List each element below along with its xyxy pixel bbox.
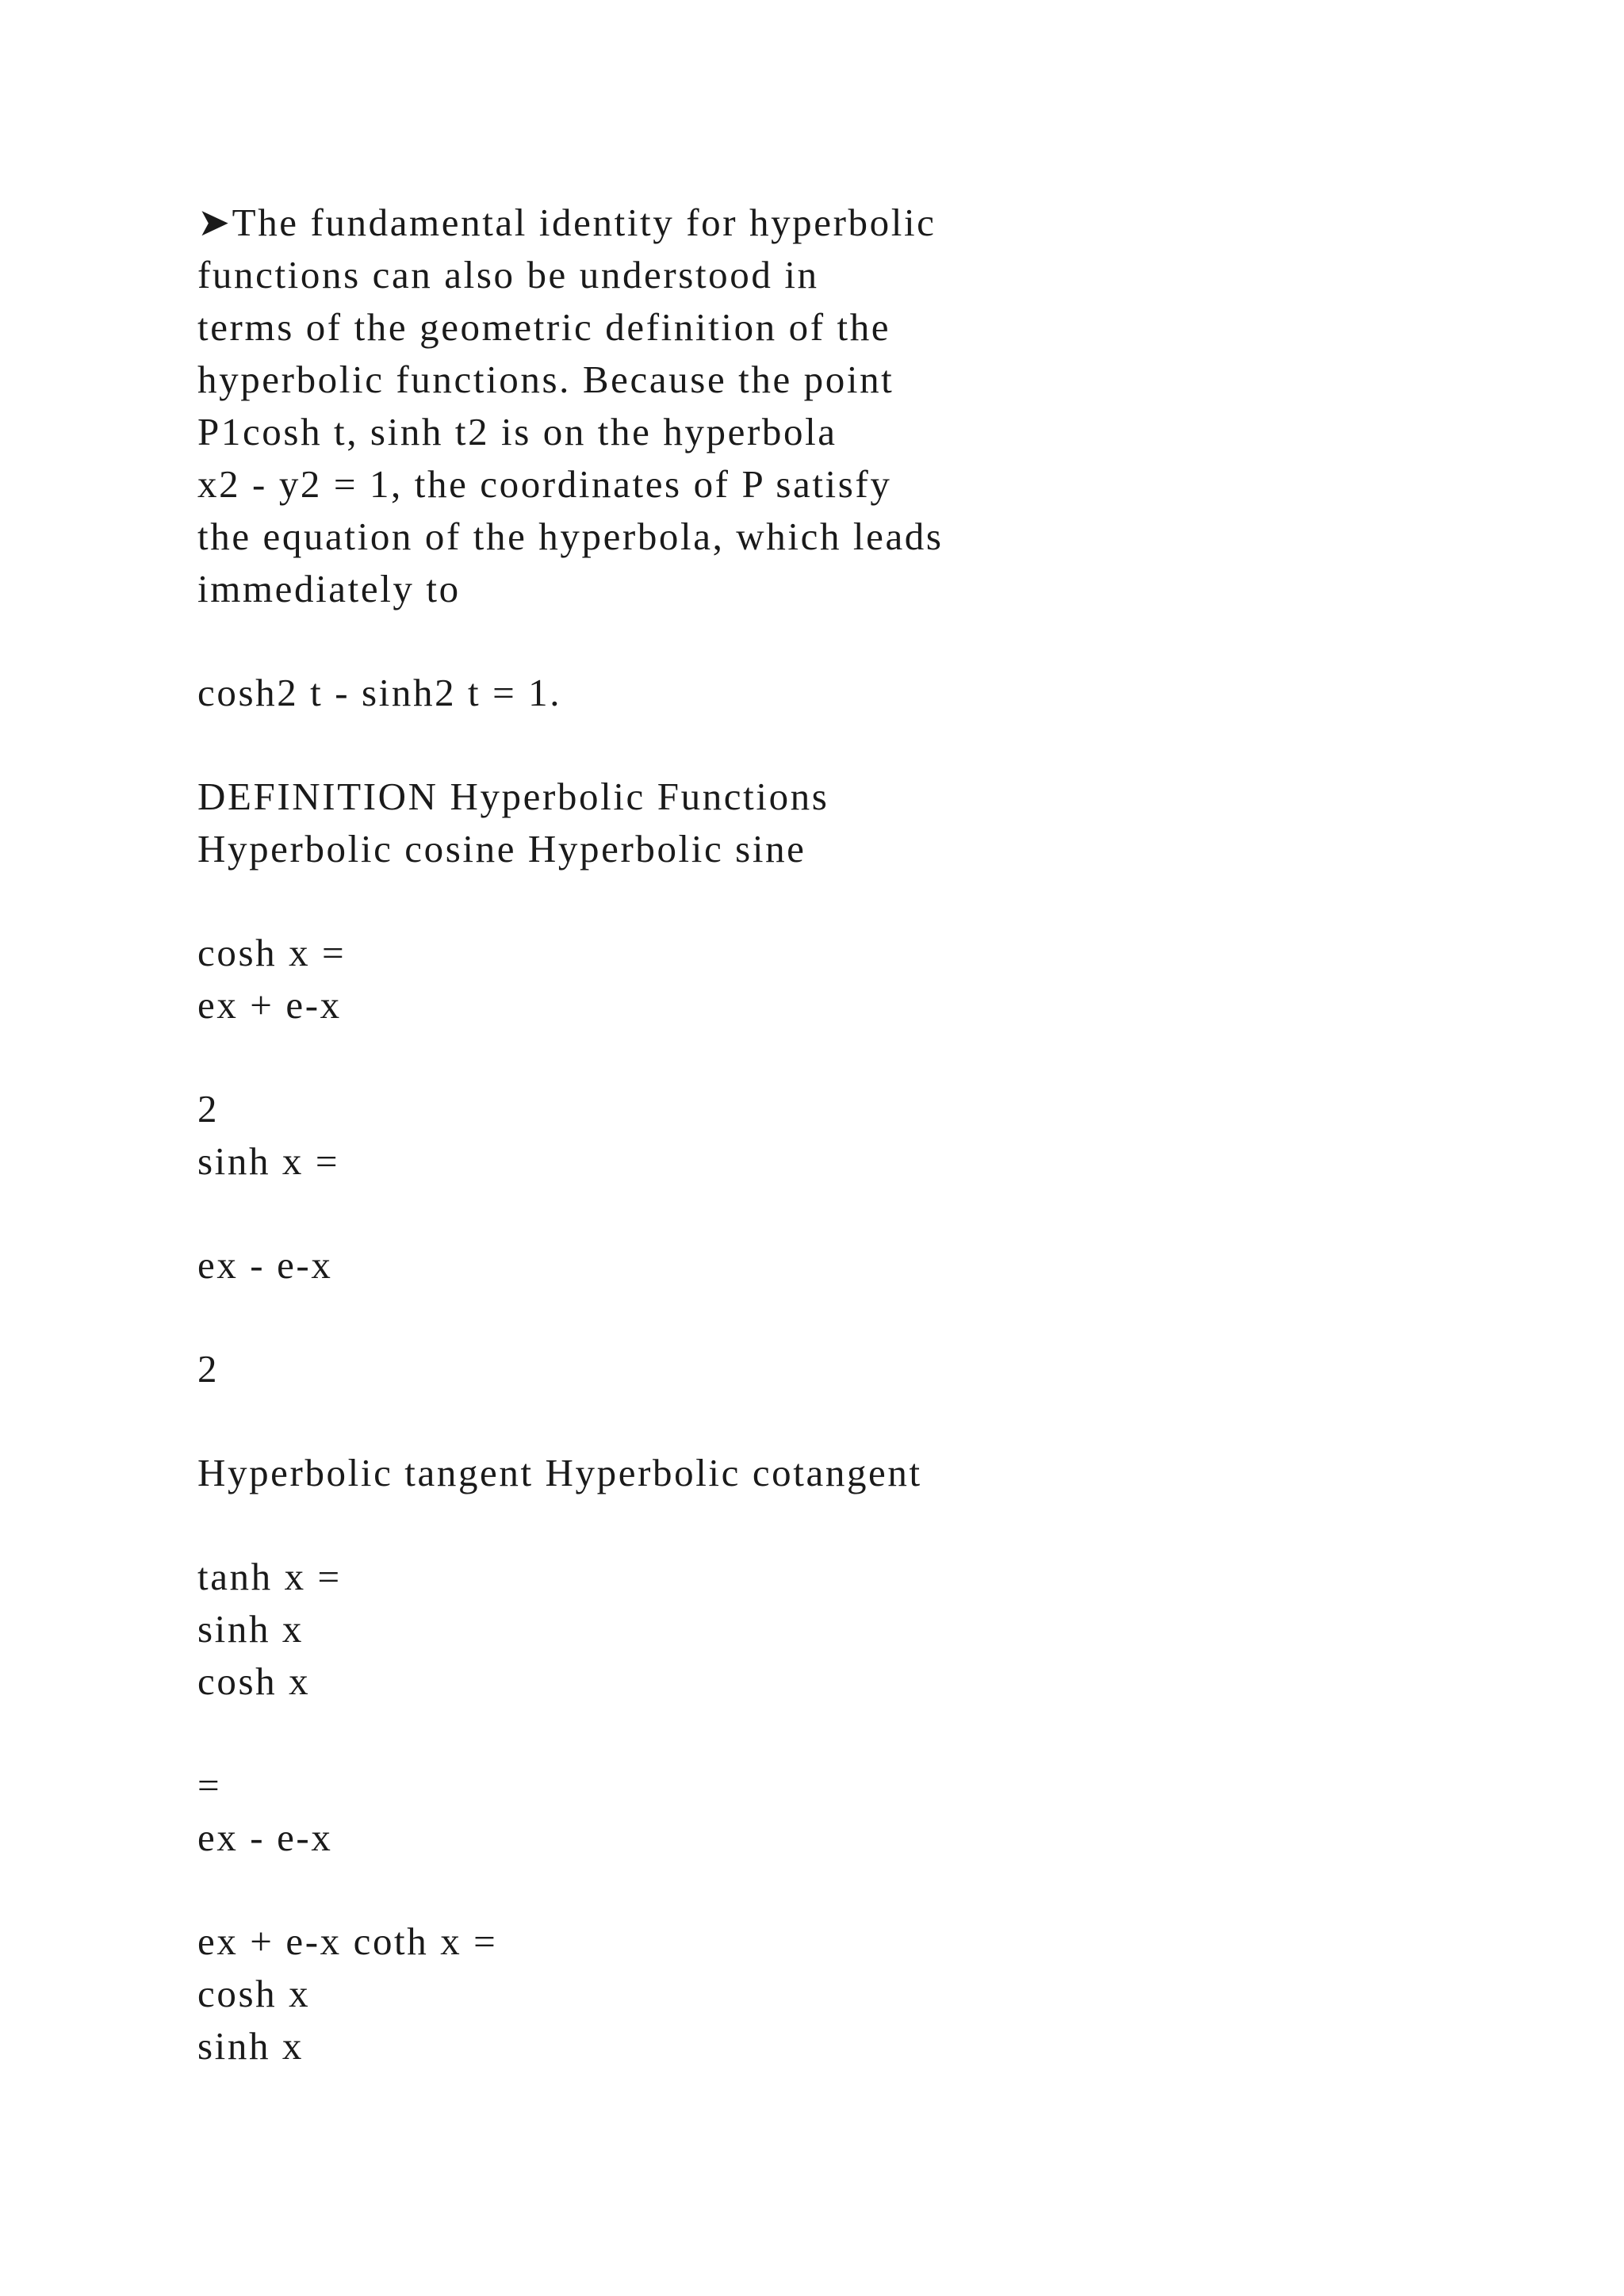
definition-subheading: Hyperbolic cosine Hyperbolic sine xyxy=(197,827,806,871)
cosh-numerator: ex + e-x xyxy=(197,983,342,1027)
identity-equation: cosh2 t - sinh2 t = 1. xyxy=(197,671,562,714)
paragraph-line-4: hyperbolic functions. Because the point xyxy=(197,358,894,401)
sinh-lhs: sinh x = xyxy=(197,1139,340,1183)
tanh-lhs: tanh x = xyxy=(197,1555,342,1598)
paragraph-line-3: terms of the geometric definition of the xyxy=(197,305,891,349)
paragraph-line-6: x2 - y2 = 1, the coordinates of P satisfy xyxy=(197,462,892,506)
tanh-denominator: cosh x xyxy=(197,1659,311,1703)
tanh-numerator: sinh x xyxy=(197,1607,304,1651)
paragraph-line-1: ➤The fundamental identity for hyperbolic xyxy=(197,201,936,244)
sinh-numerator: ex - e-x xyxy=(197,1243,333,1287)
paragraph-line-8: immediately to xyxy=(197,567,461,610)
paragraph-line-7: the equation of the hyperbola, which leads xyxy=(197,515,944,558)
paragraph-line-2: functions can also be understood in xyxy=(197,253,819,297)
paragraph-line-5: P1cosh t, sinh t2 is on the hyperbola xyxy=(197,410,837,453)
coth-numerator: cosh x xyxy=(197,1972,311,2015)
definition-heading: DEFINITION Hyperbolic Functions xyxy=(197,775,829,818)
definition-subheading-2: Hyperbolic tangent Hyperbolic cotangent xyxy=(197,1451,922,1494)
tanh-exp-denominator-coth-lhs: ex + e-x coth x = xyxy=(197,1919,498,1963)
sinh-denominator: 2 xyxy=(197,1347,220,1391)
cosh-denominator: 2 xyxy=(197,1087,220,1131)
coth-denominator: sinh x xyxy=(197,2024,304,2068)
tanh-exp-numerator: ex - e-x xyxy=(197,1816,333,1859)
cosh-lhs: cosh x = xyxy=(197,931,347,974)
equals-sign: = xyxy=(197,1763,222,1807)
